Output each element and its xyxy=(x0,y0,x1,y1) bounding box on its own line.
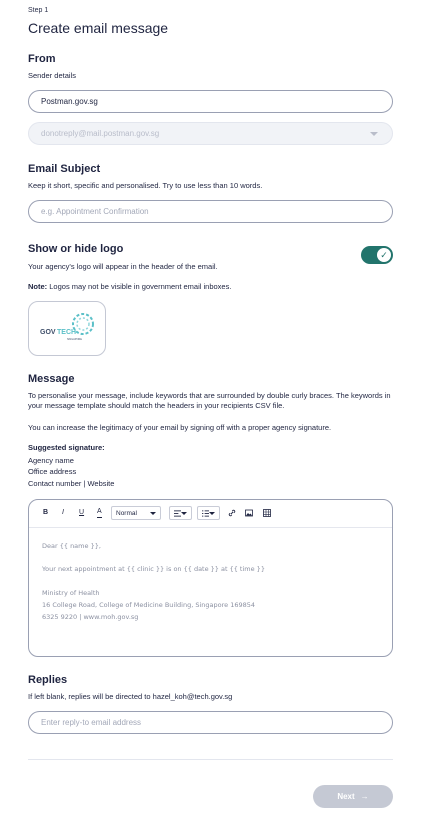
logo-text-gov: GOV xyxy=(40,329,56,336)
step-label: Step 1 xyxy=(28,7,49,14)
underline-button[interactable]: U xyxy=(79,509,85,516)
chevron-down-icon xyxy=(150,512,156,515)
show-logo-toggle[interactable] xyxy=(361,246,393,264)
agency-logo-preview xyxy=(28,301,106,356)
subject-heading: Email Subject xyxy=(28,163,101,175)
subject-placeholder: e.g. Appointment Confirmation xyxy=(41,207,149,216)
editor-body-line: Ministry of Health xyxy=(42,589,100,597)
page-title: Create email message xyxy=(28,20,169,36)
next-button[interactable] xyxy=(313,785,393,808)
footer-divider xyxy=(28,759,393,760)
govtech-logo-icon xyxy=(29,302,107,357)
editor-body-line: 16 College Road, College of Medicine Building, Singapore 169854 xyxy=(42,601,256,609)
suggested-signature-title: Suggested signature: xyxy=(28,443,105,452)
signature-line-address: Office address xyxy=(28,467,77,476)
editor-body-line: 6325 9220 | www.moh.gov.sg xyxy=(42,613,139,621)
chevron-down-icon xyxy=(370,132,378,136)
link-icon[interactable] xyxy=(228,509,236,517)
italic-button[interactable]: I xyxy=(62,509,64,516)
message-editor[interactable] xyxy=(28,499,393,657)
signature-line-contact: Contact number | Website xyxy=(28,479,115,488)
table-icon[interactable] xyxy=(263,509,271,517)
sender-email-select xyxy=(28,122,393,145)
align-left-icon xyxy=(174,510,181,517)
editor-toolbar xyxy=(29,500,392,528)
from-subheading: Sender details xyxy=(28,71,76,80)
list-icon xyxy=(202,510,209,517)
chevron-down-icon xyxy=(209,512,215,515)
logo-heading: Show or hide logo xyxy=(28,243,124,255)
subject-input[interactable] xyxy=(28,200,393,223)
logo-text-tech: TECH xyxy=(57,329,77,336)
image-icon[interactable] xyxy=(245,509,253,517)
logo-description: Your agency's logo will appear in the header of the email. xyxy=(28,262,218,271)
text-color-button[interactable]: A xyxy=(97,508,102,518)
reply-to-email-input[interactable] xyxy=(28,711,393,734)
chevron-down-icon xyxy=(181,512,187,515)
sender-name-value: Postman.gov.sg xyxy=(41,97,98,106)
reply-to-placeholder: Enter reply-to email address xyxy=(41,718,142,727)
next-button-label: Next xyxy=(337,792,355,801)
check-icon: ✓ xyxy=(377,248,391,262)
text-format-value: Normal xyxy=(116,509,137,517)
logo-note-label: Note: xyxy=(28,282,48,291)
replies-heading: Replies xyxy=(28,674,68,686)
sender-name-input[interactable] xyxy=(28,90,393,113)
editor-body-line: Your next appointment at {{ clinic }} is on {{ date }} at {{ time }} xyxy=(42,565,265,573)
subject-hint: Keep it short, specific and personalised. Try to use less than 10 words. xyxy=(28,181,263,190)
logo-text-sub: SINGAPORE xyxy=(67,338,82,341)
arrow-right-icon: → xyxy=(360,792,369,801)
sender-email-value: donotreply@mail.postman.gov.sg xyxy=(41,129,160,138)
logo-note xyxy=(28,282,231,292)
logo-note-text: Logos may not be visible in government email inboxes. xyxy=(47,282,232,291)
message-instructions: To personalise your message, include keywords that are surrounded by double curly braces. The keywords in your message template should match the headers in your recipients CSV file. xyxy=(28,391,391,410)
signature-line-agency: Agency name xyxy=(28,456,74,465)
replies-description: If left blank, replies will be directed to hazel_koh@tech.gov.sg xyxy=(28,692,233,701)
align-select[interactable] xyxy=(169,506,192,520)
from-heading: From xyxy=(28,53,56,65)
text-format-select[interactable] xyxy=(111,506,161,520)
message-heading: Message xyxy=(28,373,75,385)
list-select[interactable] xyxy=(197,506,220,520)
editor-body-line: Dear {{ name }}, xyxy=(42,542,101,550)
message-signature-tip: You can increase the legitimacy of your email by signing off with a proper agency signature. xyxy=(28,423,332,432)
bold-button[interactable]: B xyxy=(43,509,49,516)
